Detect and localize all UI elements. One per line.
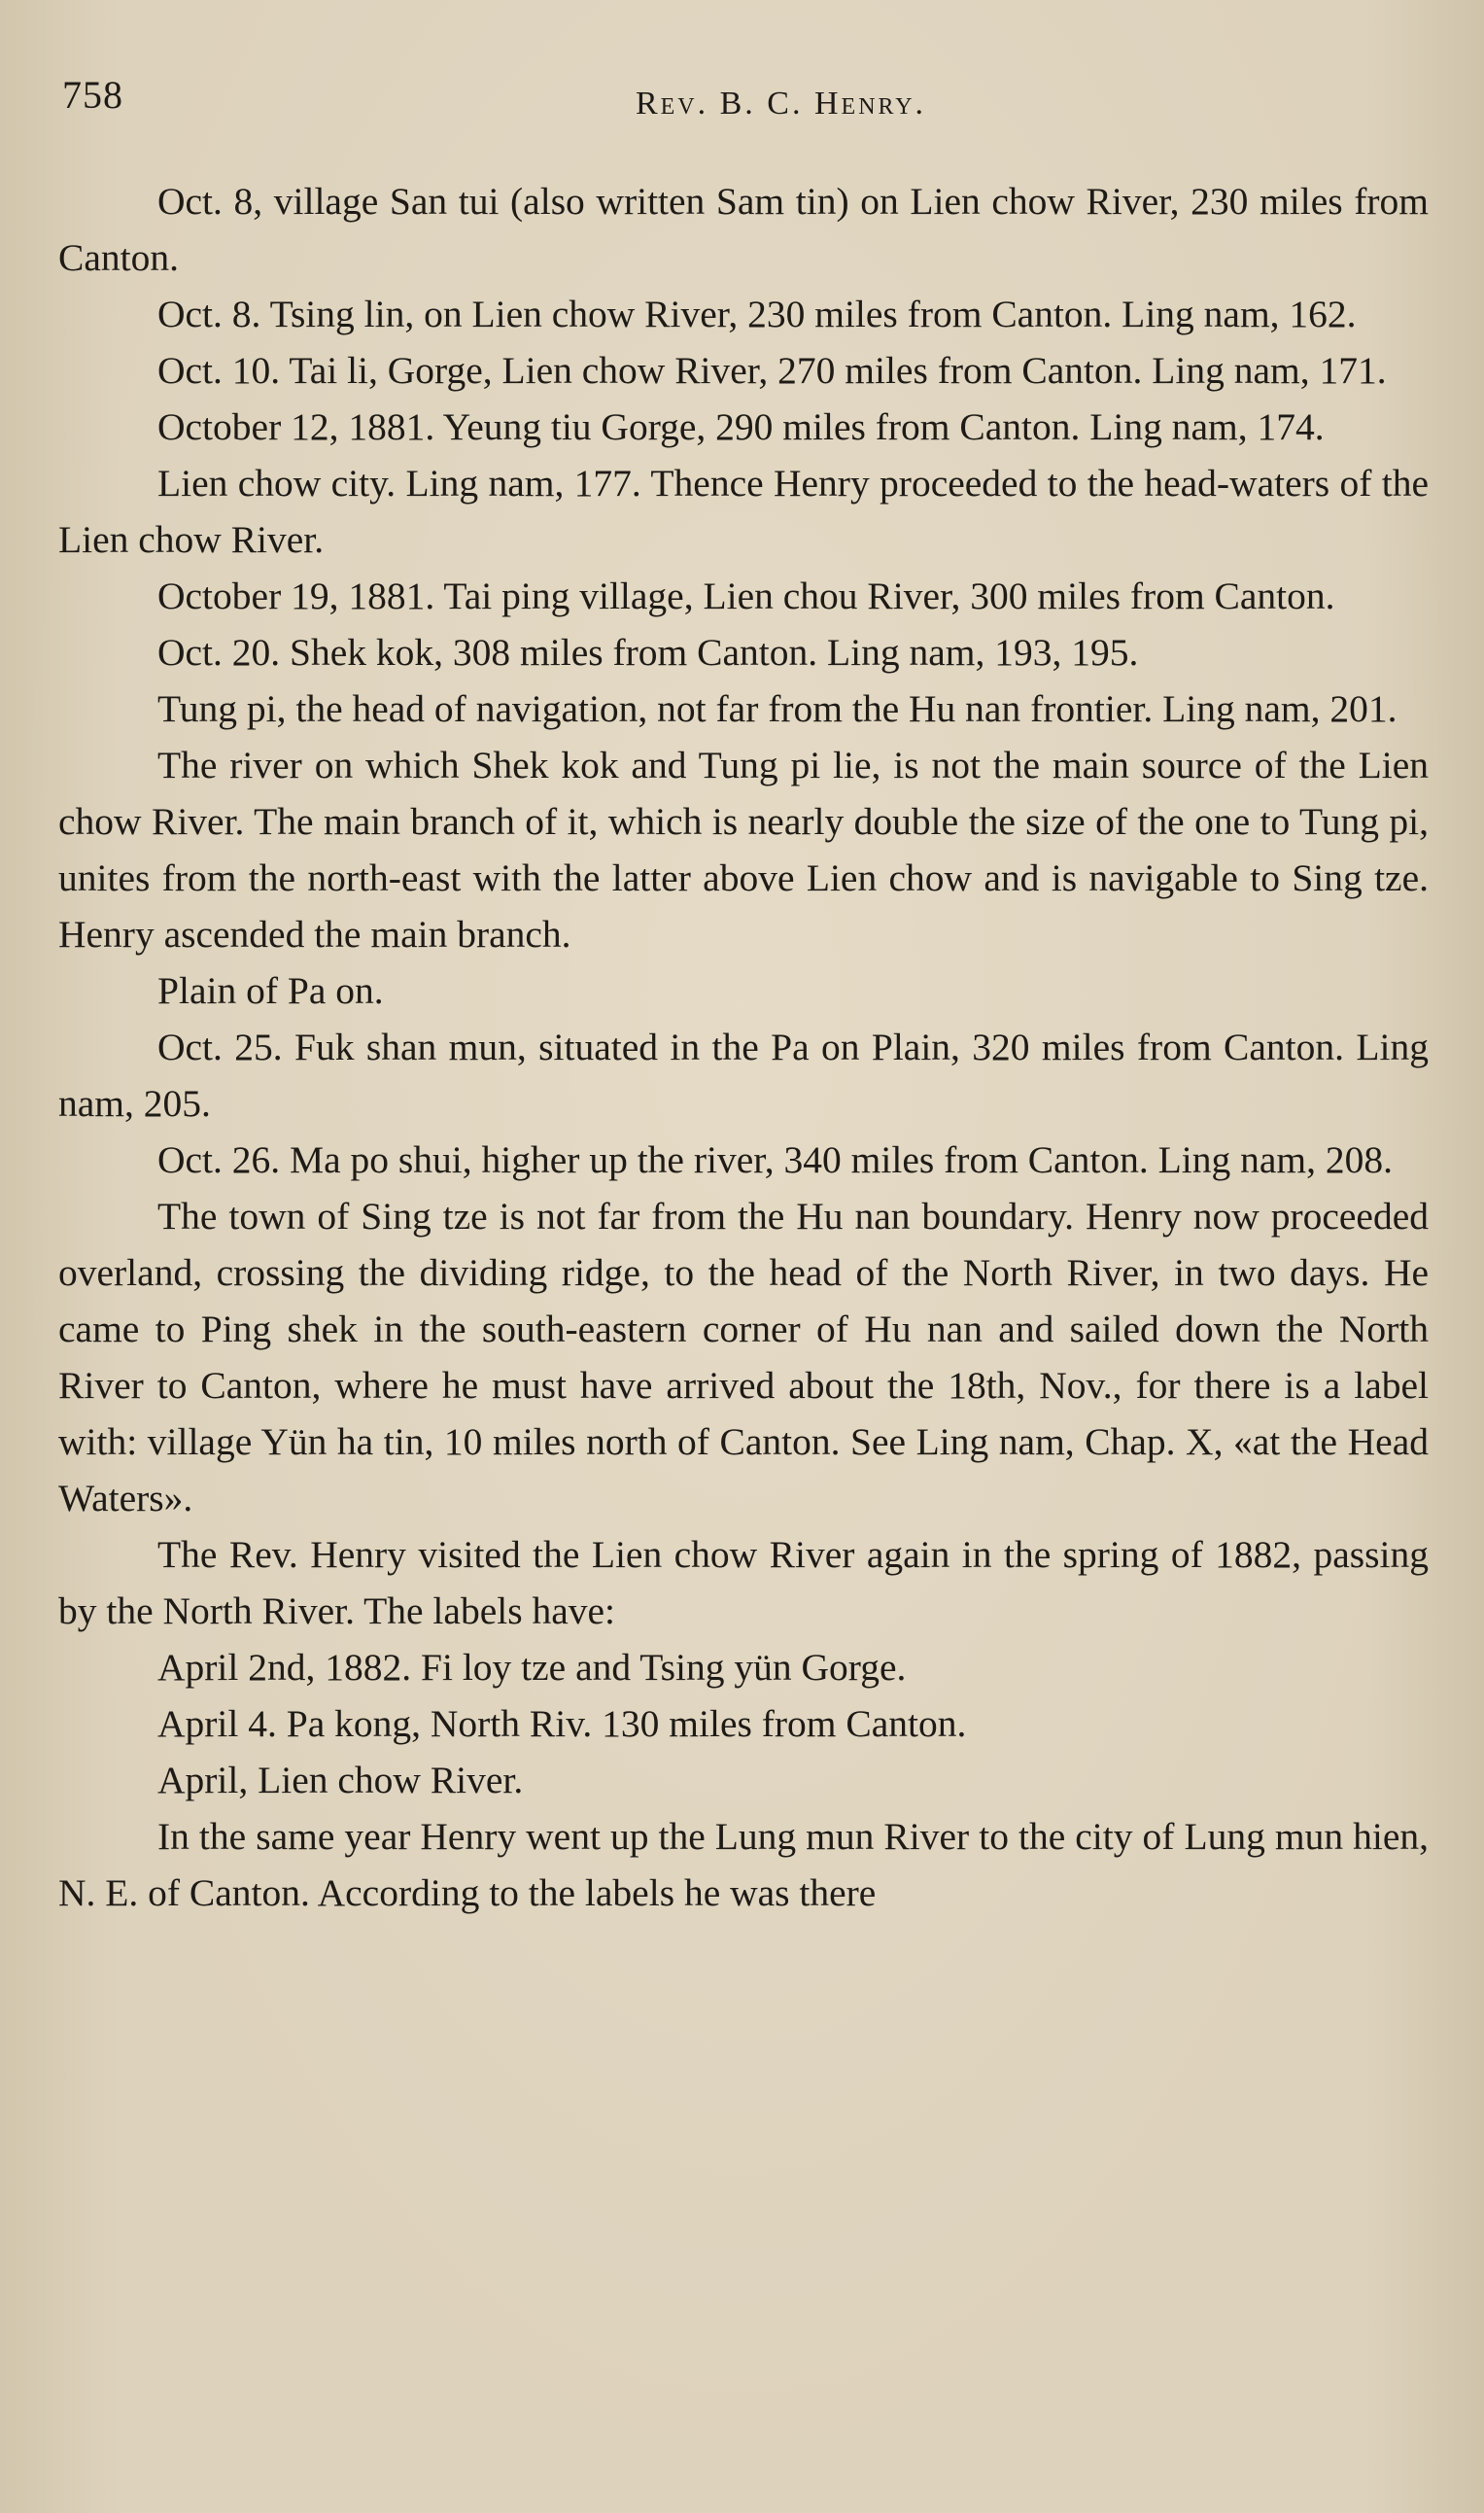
paragraph: Oct. 8, village San tui (also written Sam tin) on Lien chow River, 230 miles from Canton.	[58, 180, 1429, 279]
paragraph: The river on which Shek kok and Tung pi lie, is not the main source of the Lien chow River. The main branch of it, which is nearly double the size of the one to Tung pi, unites from the north-east with the latter above Lien chow and is navigable to Sing tze. Henry ascended the main branch.	[58, 744, 1429, 956]
paragraph: In the same year Henry went up the Lung mun River to the city of Lung mun hien, N. E. of Canton. According to the labels he was there	[58, 1815, 1429, 1914]
paragraph: The town of Sing tze is not far from the Hu nan boundary. Henry now proceeded overland, crossing the dividing ridge, to the head of the North River, in two days. He came to Ping shek in the south-eastern corner of Hu nan and sailed down the North River to Canton, where he must have arrived about the 18th, Nov., for there is a label with: village Yün ha tin, 10 miles north of Canton. See Ling nam, Chap. X, «at the Head Waters».	[58, 1195, 1429, 1519]
paragraph: Oct. 10. Tai li, Gorge, Lien chow River, 270 miles from Canton. Ling nam, 171.	[157, 349, 1387, 392]
paragraph: October 12, 1881. Yeung tiu Gorge, 290 miles from Canton. Ling nam, 174.	[157, 405, 1325, 448]
page-header	[58, 72, 1426, 140]
paragraph: Lien chow city. Ling nam, 177. Thence Henry proceeded to the head-waters of the Lien chow River.	[58, 462, 1429, 561]
paragraph: Oct. 20. Shek kok, 308 miles from Canton. Ling nam, 193, 195.	[157, 631, 1139, 674]
paragraph: Oct. 8. Tsing lin, on Lien chow River, 230 miles from Canton. Ling nam, 162.	[157, 293, 1357, 335]
paragraph: Plain of Pa on.	[157, 969, 384, 1012]
body-text	[58, 173, 1429, 1921]
paragraph: April, Lien chow River.	[157, 1759, 524, 1801]
page-number: 758	[62, 73, 123, 117]
paragraph: Tung pi, the head of navigation, not far from the Hu nan frontier. Ling nam, 201.	[157, 687, 1398, 730]
paragraph: April 4. Pa kong, North Riv. 130 miles from Canton.	[157, 1702, 967, 1745]
paragraph: Oct. 26. Ma po shui, higher up the river, 340 miles from Canton. Ling nam, 208.	[157, 1138, 1394, 1181]
paragraph: The Rev. Henry visited the Lien chow River again in the spring of 1882, passing by the North River. The labels have:	[58, 1533, 1429, 1632]
paragraph: April 2nd, 1882. Fi loy tze and Tsing yün Gorge.	[157, 1646, 907, 1689]
paragraph: October 19, 1881. Tai ping village, Lien chou River, 300 miles from Canton.	[157, 575, 1335, 617]
running-head: Rev. B. C. Henry.	[635, 86, 927, 122]
paragraph: Oct. 25. Fuk shan mun, situated in the Pa on Plain, 320 miles from Canton. Ling nam, 205.	[58, 1026, 1429, 1125]
